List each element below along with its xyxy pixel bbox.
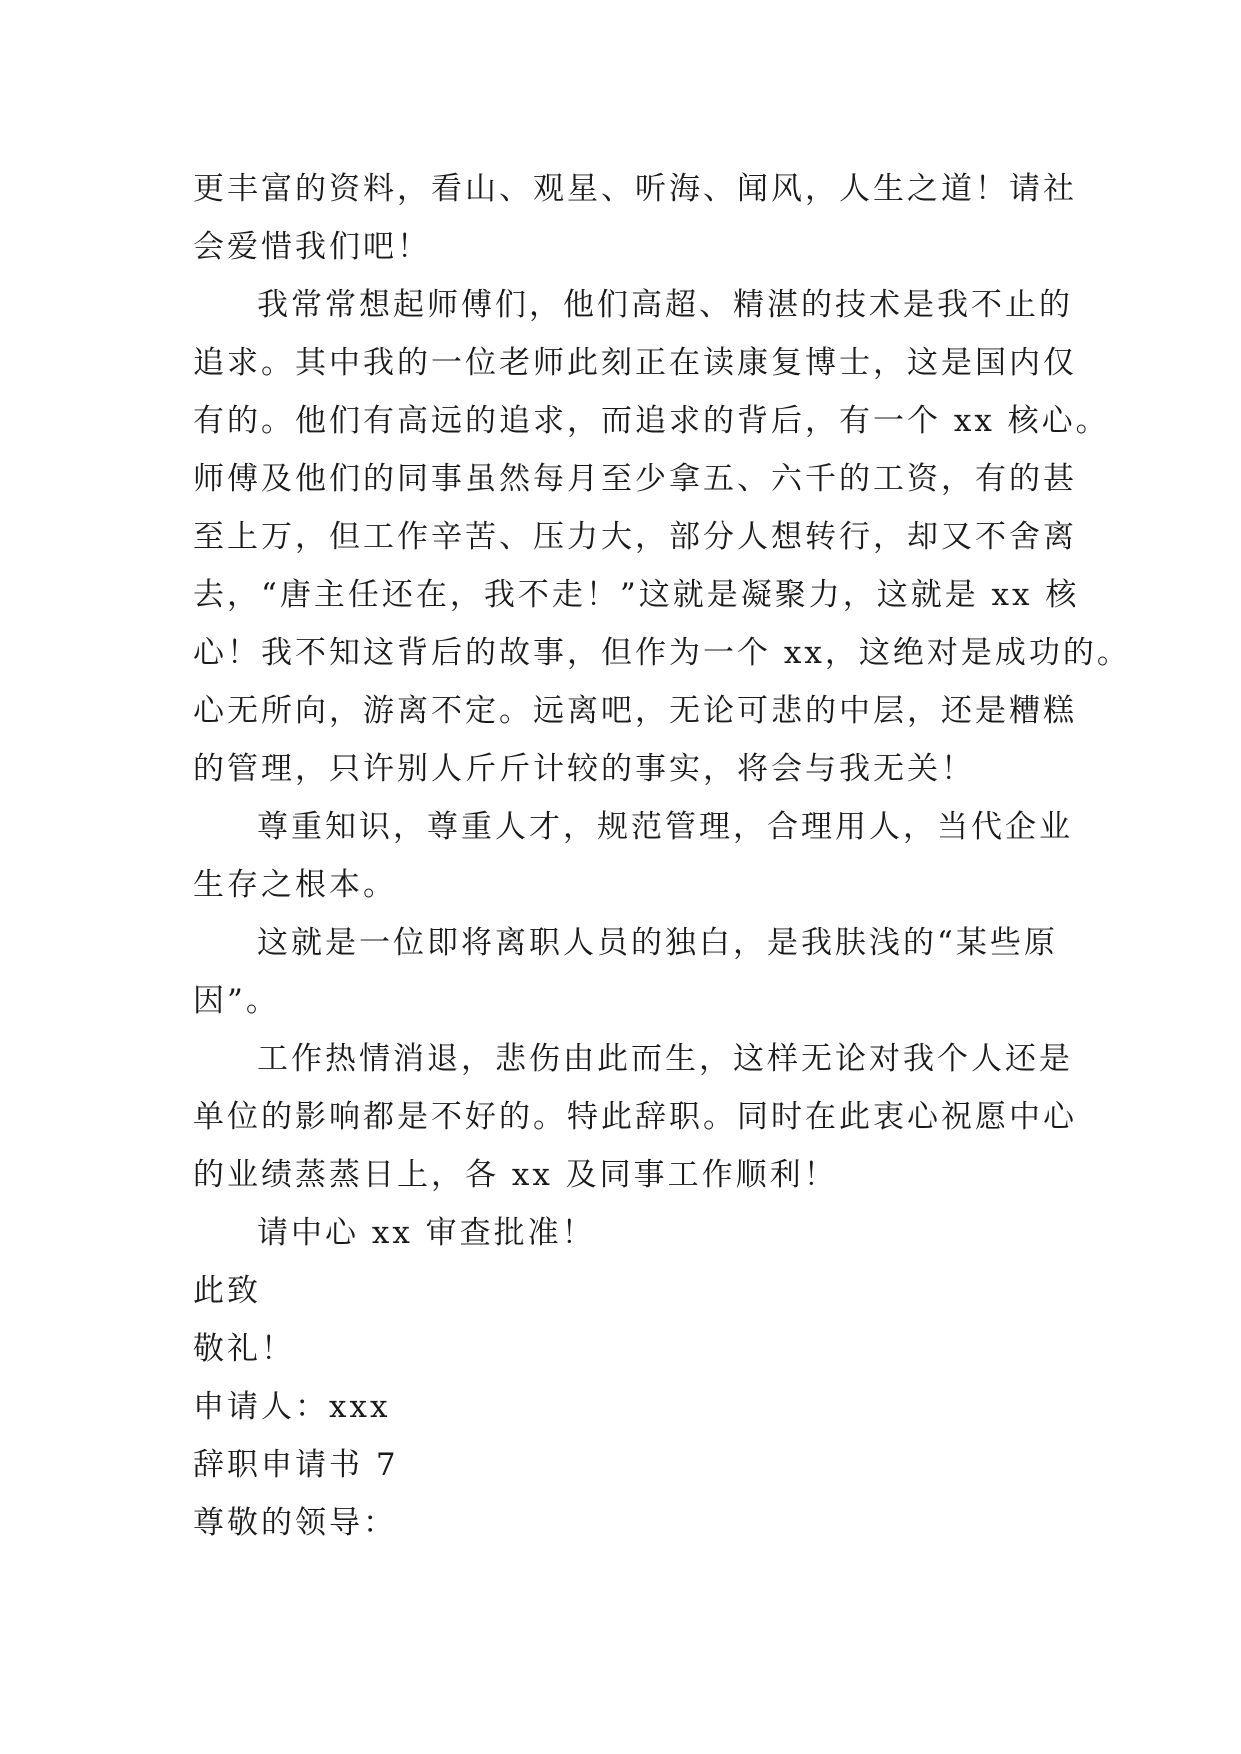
text-line: 师傅及他们的同事虽然每月至少拿五、六千的工资，有的甚: [193, 461, 1077, 497]
text-line: 此致: [193, 1273, 261, 1309]
text-line: 辞职申请书 7: [193, 1447, 399, 1483]
text-line: 的业绩蒸蒸日上，各 xx 及同事工作顺利！: [193, 1157, 838, 1193]
text-line: 追求。其中我的一位老师此刻正在读康复博士，这是国内仅: [193, 345, 1077, 381]
text-line: 有的。他们有高远的追求，而追求的背后，有一个 xx 核心。: [193, 403, 1110, 439]
text-line: 尊重知识，尊重人才，规范管理，合理用人，当代企业: [257, 809, 1073, 845]
text-line: 单位的影响都是不好的。特此辞职。同时在此衷心祝愿中心: [193, 1099, 1077, 1135]
text-line: 这就是一位即将离职人员的独白，是我肤浅的“某些原: [257, 925, 1058, 961]
text-line: 生存之根本。: [193, 867, 397, 903]
text-line: 心无所向，游离不定。远离吧，无论可悲的中层，还是糟糕: [193, 693, 1077, 729]
text-line: 申请人：xxx: [193, 1389, 391, 1425]
text-line: 因”。: [193, 983, 280, 1019]
text-line: 心！我不知这背后的故事，但作为一个 xx，这绝对是成功的。: [193, 635, 1131, 671]
text-line: 会爱惜我们吧！: [193, 229, 431, 265]
text-line: 工作热情消退，悲伤由此而生，这样无论对我个人还是: [257, 1041, 1073, 1077]
text-line: 尊敬的领导：: [193, 1505, 397, 1541]
text-line: 去，“唐主任还在，我不走！”这就是凝聚力，这就是 xx 核: [193, 577, 1080, 613]
text-line: 更丰富的资料，看山、观星、听海、闻风，人生之道！请社: [193, 171, 1077, 207]
document-body: [193, 160, 1131, 1552]
text-line: 至上万，但工作辛苦、压力大，部分人想转行，却又不舍离: [193, 519, 1077, 555]
text-line: 我常常想起师傅们，他们高超、精湛的技术是我不止的: [257, 287, 1073, 323]
text-line: 敬礼！: [193, 1331, 295, 1367]
text-line: 的管理，只许别人斤斤计较的事实，将会与我无关！: [193, 751, 975, 787]
text-line: 请中心 xx 审查批准！: [257, 1215, 596, 1251]
